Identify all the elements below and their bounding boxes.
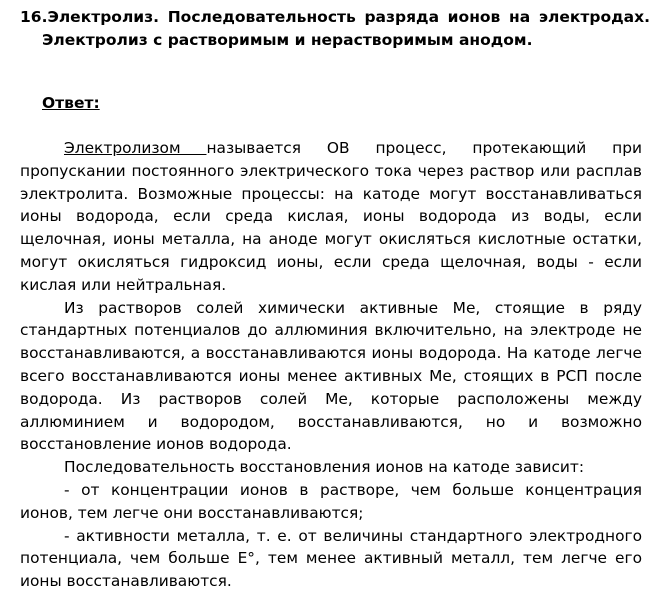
paragraph-concentration: - от концентрации ионов в растворе, чем больше концентрация ионов, тем легче они восстанавливаются; bbox=[20, 480, 642, 522]
answer-body bbox=[20, 137, 642, 593]
paragraph-salt-solutions: Из растворов солей химически активные Ме, стоящие в ряду стандартных потенциалов до аллюминия включительно, на электроде не восстанавливаются, а восстанавливаются ионы водорода. На катоде легче всего восстанавливаются ионы менее активных Ме, стоящих в РСП после водорода. Из растворов солей Ме, которые расположены между аллюминием и водородом, восстанавливаются, но и возможно восстановление ионов водорода. bbox=[20, 298, 642, 454]
paragraph-sequence-intro: Последовательность восстановления ионов на катоде зависит: bbox=[64, 458, 585, 477]
heading-line-2: Электролиз с растворимым и нерастворимым анодом. bbox=[42, 31, 533, 49]
term-electrolysis: Электролизом bbox=[64, 139, 207, 157]
paragraph-definition bbox=[20, 137, 642, 297]
definition-text: называется ОВ процесс, протекающий при пропускании постоянного электрического тока через раствор или расплав электролита. Возможные процессы: на катоде могут восстанавливаться ионы водорода, если среда кислая, ионы водорода из воды, если щелочная, ионы металла, на аноде могут окисляться кислотные остатки, могут окисляться гидроксид ионы, если среда щелочная, воды - если кислая или нейтральная. bbox=[20, 139, 642, 294]
document-heading bbox=[20, 6, 650, 52]
heading-line-1: 16.Электролиз. Последовательность разряда ионов на электродах. bbox=[20, 8, 650, 26]
answer-label: Ответ: bbox=[42, 94, 100, 112]
paragraph-metal-activity: - активности металла, т. е. от величины стандартного электродного потенциала, чем больше E°, тем менее активный металл, тем легче его ионы восстанавливаются. bbox=[20, 526, 642, 591]
